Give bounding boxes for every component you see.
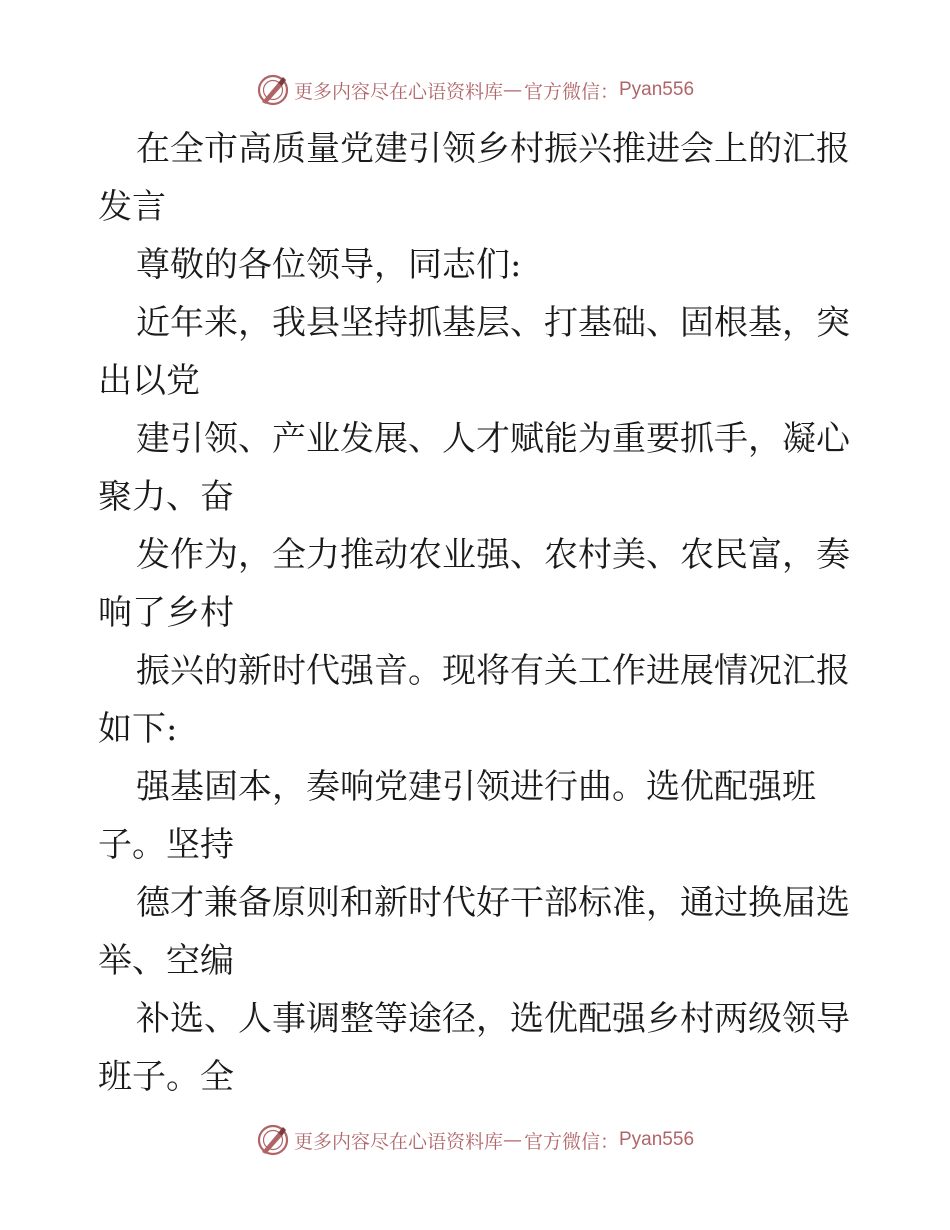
document-line: 在全市高质量党建引领乡村振兴推进会上的汇报: [136, 129, 850, 169]
document-line: 补选、人事调整等途径，选优配强乡村两级领导: [136, 999, 850, 1039]
document-line: 振兴的新时代强音。现将有关工作进展情况汇报: [136, 651, 850, 691]
document-line: 德才兼备原则和新时代好干部标准，通过换届选: [136, 883, 850, 923]
document-line: 近年来，我县坚持抓基层、打基础、固根基，突: [136, 303, 850, 343]
document-line: 建引领、产业发展、人才赋能为重要抓手，凝心: [136, 419, 850, 459]
pen-logo-icon: [256, 1123, 290, 1157]
document-line: 聚力、奋: [98, 477, 234, 517]
document-body: [98, 120, 858, 1106]
pen-logo-icon: [256, 73, 290, 107]
watermark-dash: —: [502, 1129, 522, 1151]
watermark-account: Pyan556: [619, 79, 695, 100]
document-line: 尊敬的各位领导，同志们:: [136, 245, 522, 285]
watermark-account: Pyan556: [619, 1129, 695, 1150]
footer-watermark: [0, 1120, 950, 1160]
document-line: 发言: [98, 187, 166, 227]
document-line: 举、空编: [98, 941, 234, 981]
document-line: 班子。全: [98, 1057, 234, 1097]
header-watermark: [0, 70, 950, 110]
document-line: 发作为，全力推动农业强、农村美、农民富，奏: [136, 535, 850, 575]
document-line: 响了乡村: [98, 593, 234, 633]
watermark-site-text: 更多内容尽在心语资料库: [293, 80, 503, 103]
watermark-dash: —: [502, 79, 522, 101]
watermark-site-text: 更多内容尽在心语资料库: [293, 1130, 503, 1153]
watermark-wechat-label: 官方微信：: [523, 1130, 619, 1153]
document-line: 子。坚持: [98, 825, 234, 865]
document-line: 如下:: [98, 709, 178, 749]
document-line: 出以党: [98, 361, 200, 401]
document-line: 强基固本，奏响党建引领进行曲。选优配强班: [136, 767, 816, 807]
watermark-wechat-label: 官方微信：: [523, 80, 619, 103]
